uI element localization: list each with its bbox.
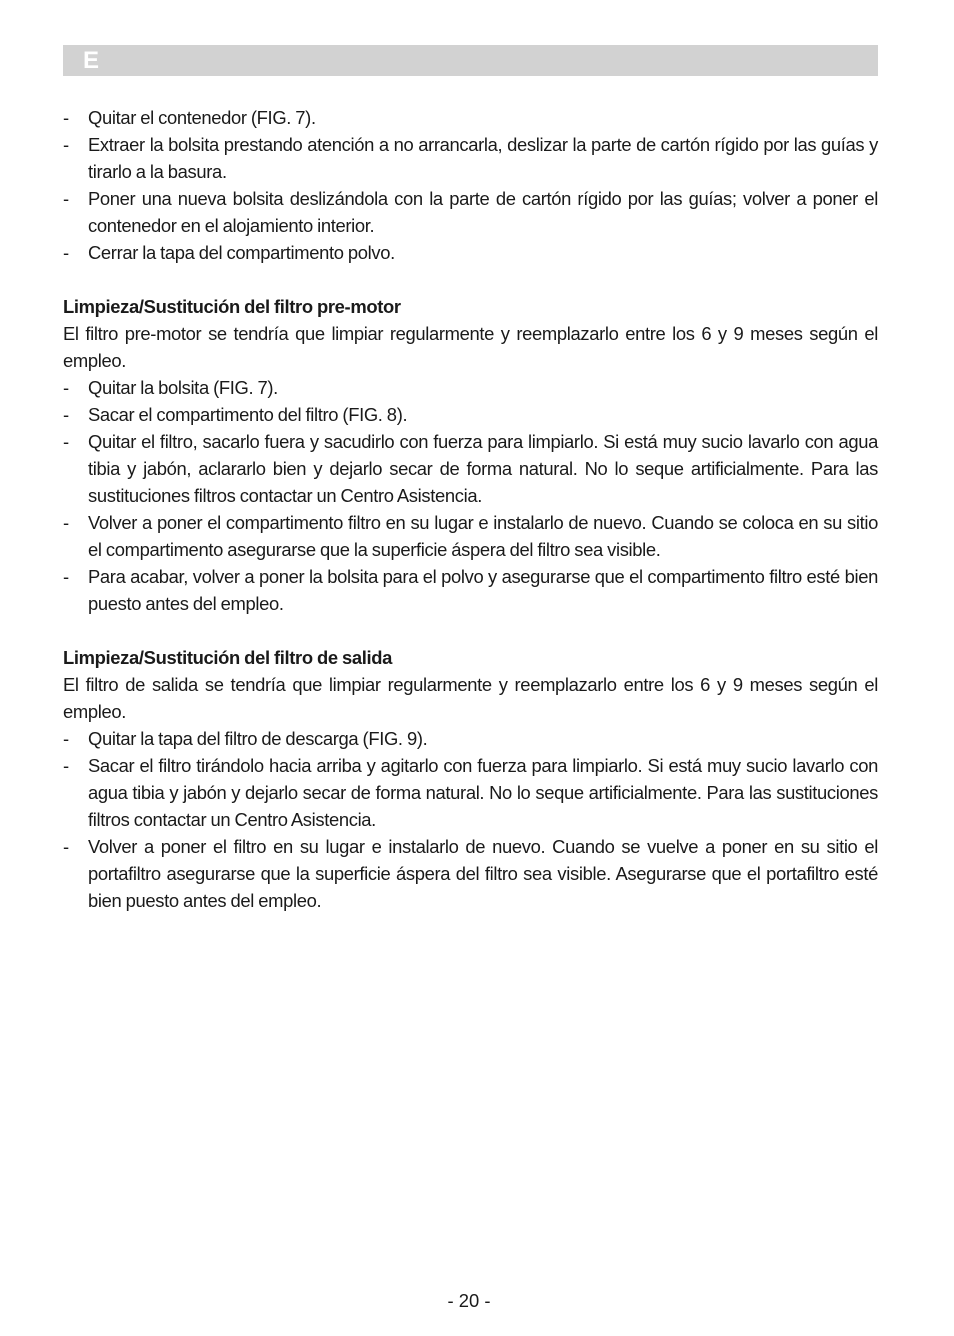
list-item: - Cerrar la tapa del compartimento polvo. (63, 242, 395, 263)
list-item: - Volver a poner el filtro en su lugar e instalarlo de nuevo. Cuando se vuelve a poner en su sitio el portafiltro asegurarse que la superficie áspera del filtro sea visible. Asegurarse que el portafiltro esté bien puesto antes del empleo. (63, 836, 878, 911)
list-item: - Quitar la bolsita (FIG. 7). (63, 377, 278, 398)
section-intro-premotor: El filtro pre-motor se tendría que limpiar regularmente y reemplazarlo entre los 6 y 9 meses según el empleo. (63, 323, 878, 371)
section-intro-exhaust: El filtro de salida se tendría que limpiar regularmente y reemplazarlo entre los 6 y 9 meses según el empleo. (63, 674, 878, 722)
list-item: - Quitar la tapa del filtro de descarga (FIG. 9). (63, 728, 428, 749)
exhaust-steps (63, 725, 878, 914)
page-number: - 20 - (447, 1290, 491, 1311)
language-code: E (83, 47, 100, 74)
premotor-steps (63, 374, 878, 617)
language-header-bar (63, 45, 878, 76)
intro-list (63, 104, 878, 266)
list-item: - Sacar el compartimento del filtro (FIG. 8). (63, 404, 408, 425)
section-heading-exhaust: Limpieza/Sustitución del filtro de salida (63, 647, 393, 668)
list-item: - Sacar el filtro tirándolo hacia arriba y agitarlo con fuerza para limpiarlo. Si está muy sucio lavarlo con agua tibia y jabón y dejarlo secar de forma natural. No lo seque artificialmente. Para las sustituciones filtros contactar un Centro Asistencia. (63, 755, 878, 830)
list-item: - Quitar el contenedor (FIG. 7). (63, 107, 316, 128)
list-item: - Volver a poner el compartimento filtro en su lugar e instalarlo de nuevo. Cuando se coloca en su sitio el compartimento asegurarse que la superficie áspera del filtro sea visible. (63, 512, 878, 560)
page-content (63, 104, 878, 914)
section-heading-premotor: Limpieza/Sustitución del filtro pre-motor (63, 296, 401, 317)
list-item: - Extraer la bolsita prestando atención a no arrancarla, deslizar la parte de cartón rígido por las guías y tirarlo a la basura. (63, 134, 878, 182)
list-item: - Quitar el filtro, sacarlo fuera y sacudirlo con fuerza para limpiarlo. Si está muy sucio lavarlo con agua tibia y jabón, aclararlo bien y dejarlo secar de forma natural. No lo seque artificialmente. Para las sustituciones filtros contactar un Centro Asistencia. (63, 431, 878, 506)
list-item: - Para acabar, volver a poner la bolsita para el polvo y asegurarse que el compartimento filtro esté bien puesto antes del empleo. (63, 566, 878, 614)
list-item: - Poner una nueva bolsita deslizándola con la parte de cartón rígido por las guías; volver a poner el contenedor en el alojamiento interior. (63, 188, 878, 236)
